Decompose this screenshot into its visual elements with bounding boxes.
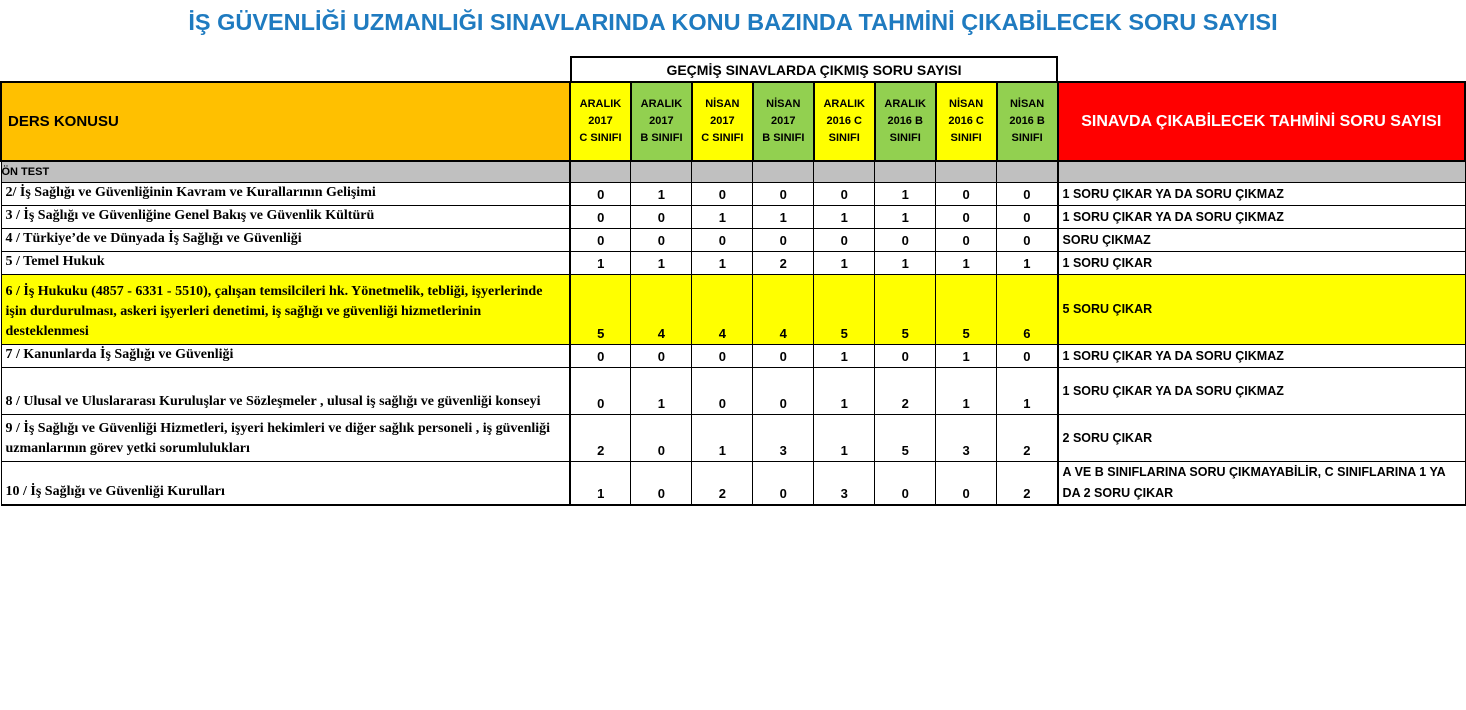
count-cell: 0 bbox=[997, 229, 1058, 252]
group-header: GEÇMİŞ SINAVLARDA ÇIKMIŞ SORU SAYISI bbox=[570, 56, 1058, 81]
topic-cell: 2/ İş Sağlığı ve Güvenliğinin Kavram ve Kurallarının Gelişimi bbox=[1, 183, 570, 206]
pretest-row bbox=[1, 161, 1465, 183]
count-cell: 5 bbox=[814, 275, 875, 345]
count-cell: 0 bbox=[875, 462, 936, 506]
table-row bbox=[1, 252, 1465, 275]
topic-cell: 3 / İş Sağlığı ve Güvenliğine Genel Bakış ve Güvenlik Kültürü bbox=[1, 206, 570, 229]
count-cell: 1 bbox=[997, 252, 1058, 275]
count-cell: 5 bbox=[570, 275, 631, 345]
count-cell: 4 bbox=[692, 275, 753, 345]
prediction-cell: 1 SORU ÇIKAR YA DA SORU ÇIKMAZ bbox=[1058, 183, 1465, 206]
count-cell: 0 bbox=[692, 229, 753, 252]
prediction-cell: 5 SORU ÇIKAR bbox=[1058, 275, 1465, 345]
empty-cell bbox=[692, 161, 753, 183]
column-header: ARALIK 2017 C SINIFI bbox=[570, 82, 631, 161]
count-cell: 1 bbox=[814, 206, 875, 229]
count-cell: 5 bbox=[936, 275, 997, 345]
count-cell: 0 bbox=[875, 345, 936, 368]
topic-cell: 6 / İş Hukuku (4857 - 6331 - 5510), çalışan temsilcileri hk. Yönetmelik, tebliği, işyerlerinde işin durdurulması, askeri işyerleri denetimi, iş sağlığı ve güvenliği hizmetlerinin desteklenmesi bbox=[1, 275, 570, 345]
table-row bbox=[1, 206, 1465, 229]
count-cell: 1 bbox=[631, 368, 692, 415]
prediction-cell: 1 SORU ÇIKAR bbox=[1058, 252, 1465, 275]
count-cell: 0 bbox=[692, 368, 753, 415]
column-header: ARALIK 2017 B SINIFI bbox=[631, 82, 692, 161]
count-cell: 2 bbox=[875, 368, 936, 415]
count-cell: 0 bbox=[631, 462, 692, 506]
count-cell: 0 bbox=[753, 229, 814, 252]
column-header: NİSAN 2016 C SINIFI bbox=[936, 82, 997, 161]
table-row bbox=[1, 229, 1465, 252]
topic-cell: 8 / Ulusal ve Uluslararası Kuruluşlar ve Sözleşmeler , ulusal iş sağlığı ve güvenliği konseyi bbox=[1, 368, 570, 415]
count-cell: 0 bbox=[753, 368, 814, 415]
count-cell: 3 bbox=[753, 415, 814, 462]
count-cell: 0 bbox=[814, 183, 875, 206]
pretest-label: ÖN TEST bbox=[1, 161, 570, 183]
topic-header: DERS KONUSU bbox=[1, 82, 570, 161]
count-cell: 2 bbox=[753, 252, 814, 275]
count-cell: 1 bbox=[814, 345, 875, 368]
count-cell: 0 bbox=[875, 229, 936, 252]
topic-cell: 10 / İş Sağlığı ve Güvenliği Kurulları bbox=[1, 462, 570, 506]
count-cell: 5 bbox=[875, 415, 936, 462]
count-cell: 1 bbox=[692, 415, 753, 462]
topic-cell: 5 / Temel Hukuk bbox=[1, 252, 570, 275]
prediction-cell: 1 SORU ÇIKAR YA DA SORU ÇIKMAZ bbox=[1058, 345, 1465, 368]
empty-cell bbox=[570, 161, 631, 183]
count-cell: 0 bbox=[936, 206, 997, 229]
count-cell: 2 bbox=[570, 415, 631, 462]
count-cell: 4 bbox=[631, 275, 692, 345]
count-cell: 1 bbox=[875, 183, 936, 206]
topic-cell: 4 / Türkiye’de ve Dünyada İş Sağlığı ve Güvenliği bbox=[1, 229, 570, 252]
count-cell: 0 bbox=[997, 183, 1058, 206]
count-cell: 1 bbox=[997, 368, 1058, 415]
count-cell: 0 bbox=[570, 183, 631, 206]
count-cell: 1 bbox=[936, 345, 997, 368]
column-header: ARALIK 2016 B SINIFI bbox=[875, 82, 936, 161]
table-row bbox=[1, 462, 1465, 506]
column-header: ARALIK 2016 C SINIFI bbox=[814, 82, 875, 161]
empty-cell bbox=[753, 161, 814, 183]
count-cell: 0 bbox=[631, 415, 692, 462]
count-cell: 0 bbox=[692, 345, 753, 368]
table-row bbox=[1, 275, 1465, 345]
prediction-header: SINAVDA ÇIKABİLECEK TAHMİNİ SORU SAYISI bbox=[1058, 82, 1465, 161]
table-row bbox=[1, 345, 1465, 368]
count-cell: 0 bbox=[631, 206, 692, 229]
count-cell: 2 bbox=[692, 462, 753, 506]
count-cell: 3 bbox=[814, 462, 875, 506]
count-cell: 1 bbox=[814, 368, 875, 415]
count-cell: 5 bbox=[875, 275, 936, 345]
column-header: NİSAN 2017 C SINIFI bbox=[692, 82, 753, 161]
table-row bbox=[1, 183, 1465, 206]
prediction-cell: 2 SORU ÇIKAR bbox=[1058, 415, 1465, 462]
count-cell: 1 bbox=[570, 462, 631, 506]
count-cell: 6 bbox=[997, 275, 1058, 345]
count-cell: 1 bbox=[753, 206, 814, 229]
count-cell: 1 bbox=[692, 206, 753, 229]
prediction-cell: SORU ÇIKMAZ bbox=[1058, 229, 1465, 252]
page-title: İŞ GÜVENLİĞİ UZMANLIĞI SINAVLARINDA KONU BAZINDA TAHMİNİ ÇIKABİLECEK SORU SAYISI bbox=[188, 9, 1278, 35]
count-cell: 0 bbox=[692, 183, 753, 206]
count-cell: 0 bbox=[753, 462, 814, 506]
count-cell: 1 bbox=[570, 252, 631, 275]
column-header: NİSAN 2017 B SINIFI bbox=[753, 82, 814, 161]
question-table bbox=[0, 81, 1466, 506]
column-header: NİSAN 2016 B SINIFI bbox=[997, 82, 1058, 161]
count-cell: 0 bbox=[631, 229, 692, 252]
count-cell: 0 bbox=[753, 183, 814, 206]
count-cell: 1 bbox=[814, 415, 875, 462]
count-cell: 1 bbox=[631, 252, 692, 275]
empty-cell bbox=[814, 161, 875, 183]
count-cell: 4 bbox=[753, 275, 814, 345]
count-cell: 0 bbox=[936, 229, 997, 252]
count-cell: 1 bbox=[814, 252, 875, 275]
topic-cell: 9 / İş Sağlığı ve Güvenliği Hizmetleri, işyeri hekimleri ve diğer sağlık personeli , iş güvenliği uzmanlarının görev yetki sorumlulukları bbox=[1, 415, 570, 462]
prediction-cell: A VE B SINIFLARINA SORU ÇIKMAYABİLİR, C SINIFLARINA 1 YA DA 2 SORU ÇIKAR bbox=[1058, 462, 1465, 506]
prediction-cell: 1 SORU ÇIKAR YA DA SORU ÇIKMAZ bbox=[1058, 206, 1465, 229]
count-cell: 0 bbox=[814, 229, 875, 252]
count-cell: 1 bbox=[692, 252, 753, 275]
count-cell: 0 bbox=[753, 345, 814, 368]
empty-cell bbox=[1058, 161, 1465, 183]
count-cell: 1 bbox=[875, 252, 936, 275]
count-cell: 1 bbox=[631, 183, 692, 206]
empty-cell bbox=[875, 161, 936, 183]
count-cell: 1 bbox=[936, 252, 997, 275]
count-cell: 0 bbox=[997, 345, 1058, 368]
count-cell: 0 bbox=[570, 206, 631, 229]
empty-cell bbox=[631, 161, 692, 183]
prediction-cell: 1 SORU ÇIKAR YA DA SORU ÇIKMAZ bbox=[1058, 368, 1465, 415]
count-cell: 0 bbox=[570, 345, 631, 368]
table-row bbox=[1, 368, 1465, 415]
count-cell: 0 bbox=[936, 462, 997, 506]
table-row bbox=[1, 415, 1465, 462]
count-cell: 1 bbox=[875, 206, 936, 229]
count-cell: 3 bbox=[936, 415, 997, 462]
count-cell: 2 bbox=[997, 462, 1058, 506]
count-cell: 0 bbox=[631, 345, 692, 368]
topic-cell: 7 / Kanunlarda İş Sağlığı ve Güvenliği bbox=[1, 345, 570, 368]
count-cell: 2 bbox=[997, 415, 1058, 462]
count-cell: 0 bbox=[997, 206, 1058, 229]
count-cell: 0 bbox=[570, 368, 631, 415]
count-cell: 0 bbox=[570, 229, 631, 252]
header-row bbox=[1, 82, 1465, 161]
count-cell: 0 bbox=[936, 183, 997, 206]
count-cell: 1 bbox=[936, 368, 997, 415]
empty-cell bbox=[997, 161, 1058, 183]
empty-cell bbox=[936, 161, 997, 183]
